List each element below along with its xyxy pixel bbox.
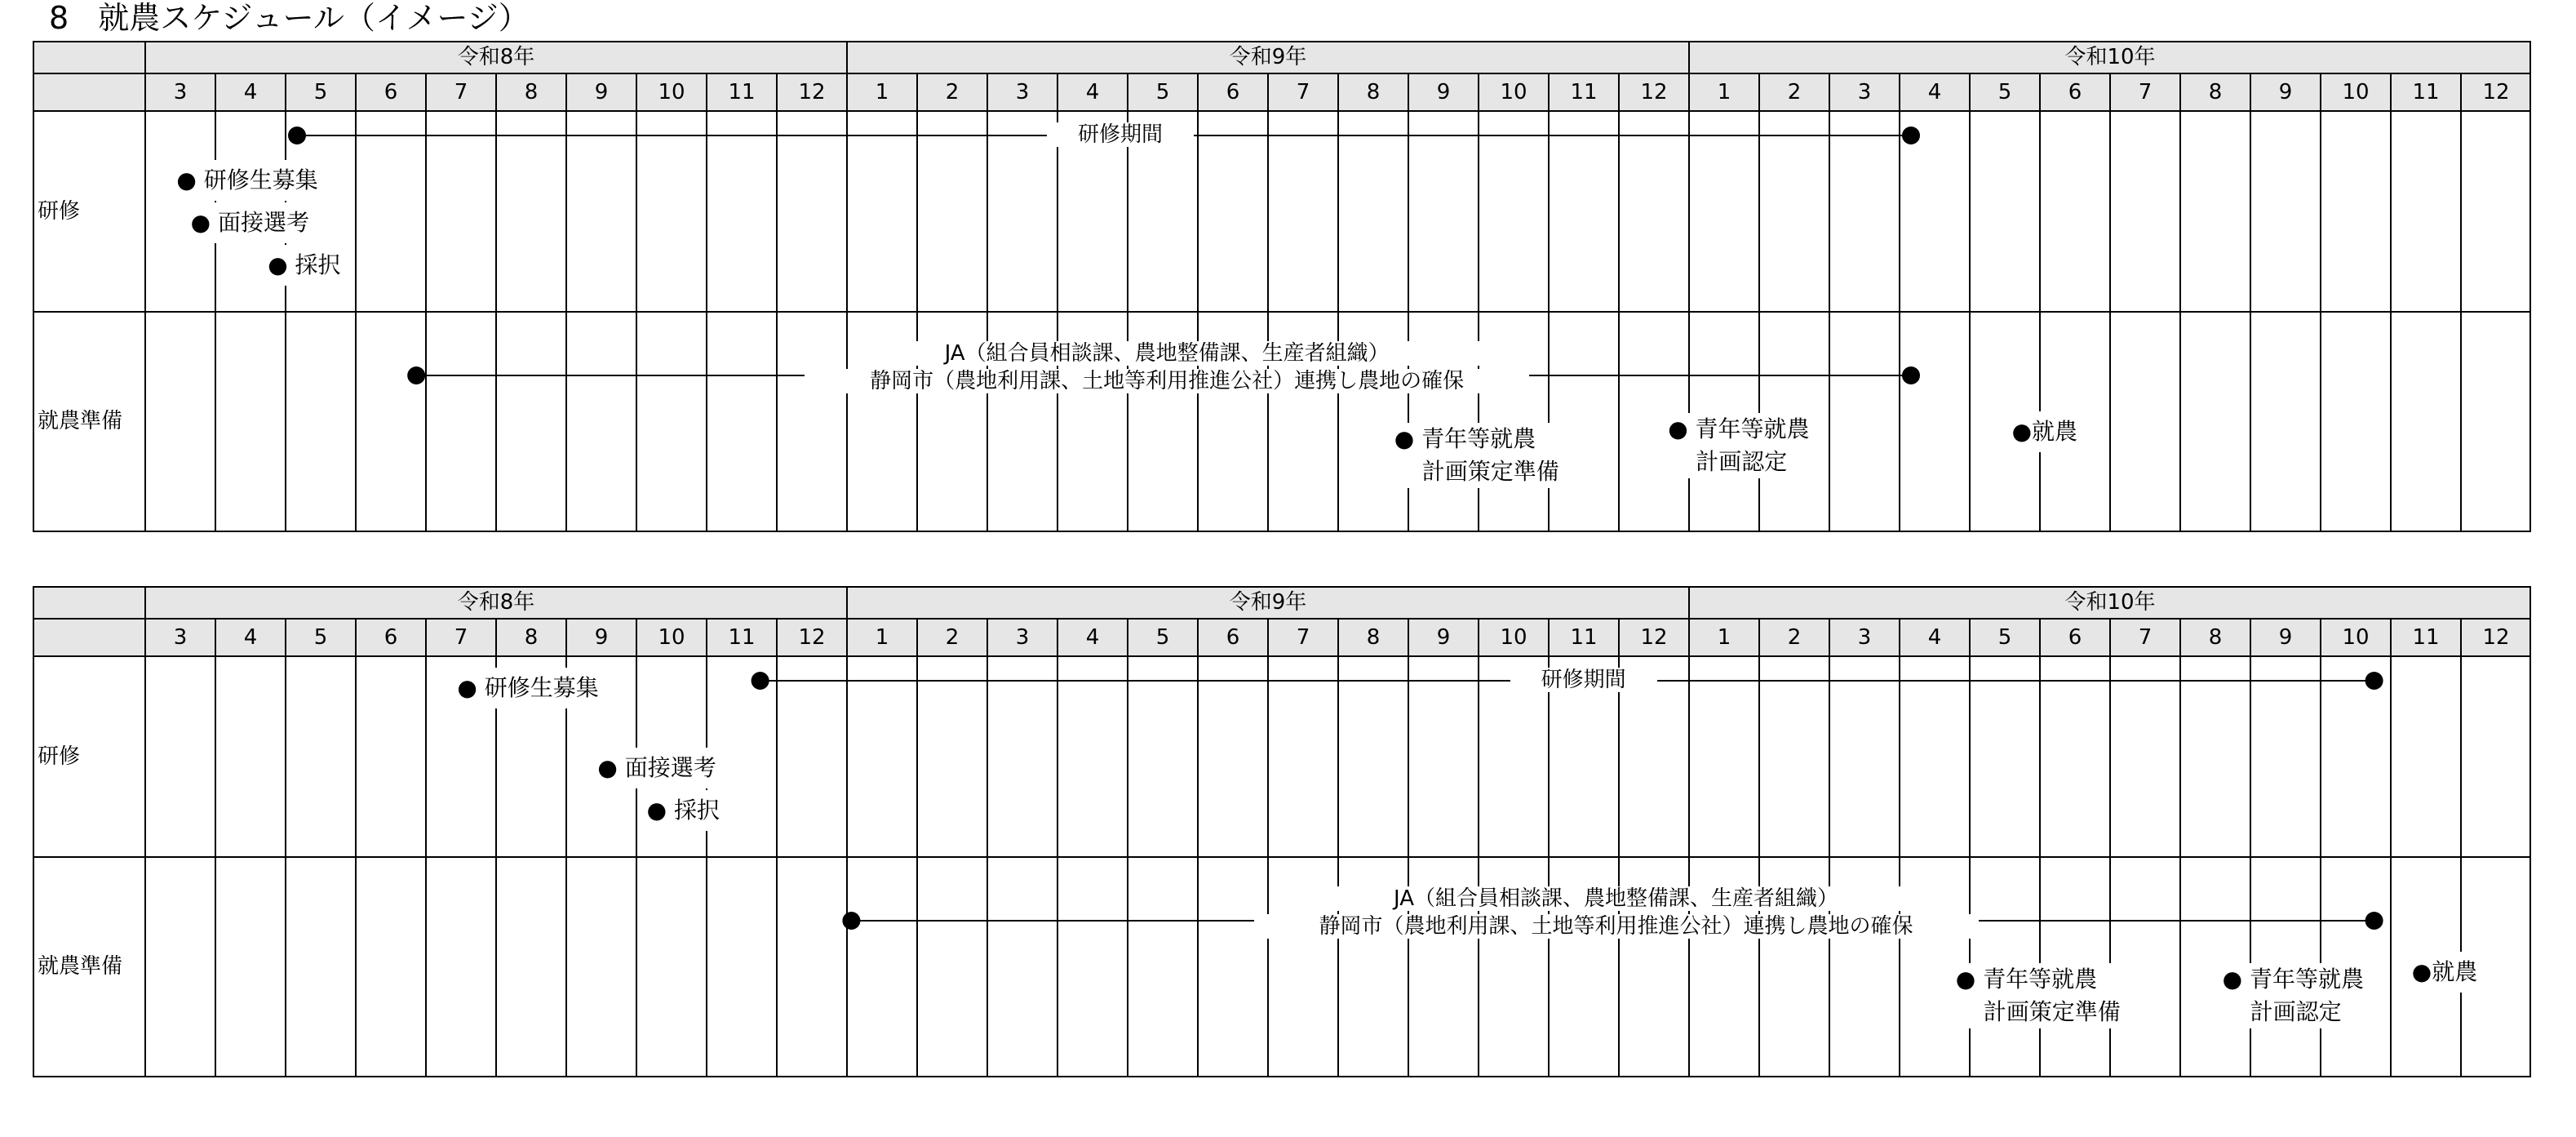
event-label: 面接選考 [624, 754, 716, 781]
era-label: 令和9年 [1229, 590, 1307, 615]
plan-cert-line1 [1668, 413, 1809, 446]
month-label: 5 [1997, 80, 2012, 104]
month-label: 7 [1296, 80, 1310, 104]
training-period-label: 研修期間 [1047, 122, 1194, 147]
bullet-icon: ● [1394, 425, 1422, 452]
month-label: 6 [384, 625, 398, 650]
plan-prep-line1 [1956, 963, 2121, 996]
month-label: 9 [594, 625, 609, 650]
era-label: 令和10年 [2064, 45, 2156, 69]
plan-cert-event [2223, 963, 2369, 1028]
era-label: 令和8年 [457, 45, 535, 69]
event-2 [647, 790, 725, 831]
event-label: 研修生募集 [484, 674, 599, 701]
month-label: 9 [1436, 80, 1451, 104]
month-label: 12 [1640, 80, 1668, 104]
event-1 [191, 202, 314, 243]
plan-prep-line1 [1394, 423, 1559, 455]
event-1 [597, 748, 720, 788]
title-number: 8 [49, 0, 69, 36]
month-label: 1 [875, 80, 889, 104]
bullet-icon: ● [2011, 418, 2033, 445]
plan-cert-event [1668, 413, 1814, 478]
month-label: 8 [1366, 625, 1381, 650]
event-2 [268, 245, 345, 286]
prep-line1: JA（組合員相談課、農地整備課、生産者組織） [1303, 886, 1930, 911]
event-label: 面接選考 [217, 209, 309, 236]
title-text: 就農スケジュール（イメージ） [98, 0, 530, 36]
prep-line2: 静岡市（農地利用課、土地等利用推進公社）連携し農地の確保 [1254, 914, 1979, 939]
plan-cert-line2: 計画認定 [2250, 998, 2342, 1025]
month-label: 5 [313, 625, 328, 650]
month-label: 4 [243, 625, 258, 650]
month-label: 10 [1500, 80, 1527, 104]
month-label: 5 [1155, 80, 1170, 104]
month-label: 9 [594, 80, 609, 104]
bullet-icon: ● [597, 754, 625, 781]
month-label: 11 [728, 625, 756, 650]
era-label: 令和8年 [457, 590, 535, 615]
schedule-chart-2 [33, 586, 2531, 1084]
month-label: 5 [1155, 625, 1170, 650]
month-label: 10 [658, 80, 685, 104]
row-label-preparation: 就農準備 [38, 409, 123, 433]
month-label: 10 [1500, 625, 1527, 650]
month-label: 3 [173, 80, 188, 104]
month-label: 8 [524, 625, 539, 650]
month-label: 4 [1927, 625, 1942, 650]
month-label: 12 [798, 625, 826, 650]
month-label: 12 [798, 80, 826, 104]
month-label: 11 [1570, 80, 1598, 104]
page-title [49, 0, 530, 36]
month-label: 2 [945, 625, 960, 650]
milestone-dot [1902, 366, 1920, 384]
month-label: 1 [1717, 80, 1731, 104]
plan-prep-line2: 計画策定準備 [1421, 458, 1559, 485]
month-label: 3 [1857, 80, 1872, 104]
plan-cert-line1 [2223, 963, 2364, 996]
start-farming-event [2412, 952, 2482, 993]
month-label: 8 [524, 80, 539, 104]
month-label: 6 [2068, 625, 2082, 650]
bullet-icon: ● [646, 797, 674, 824]
bullet-icon: ● [457, 674, 485, 701]
month-label: 5 [1997, 625, 2012, 650]
event-0 [457, 668, 603, 708]
event-label: 青年等就農 [1983, 966, 2098, 993]
month-label: 7 [2138, 625, 2153, 650]
schedule-grid [33, 586, 2531, 1079]
month-label: 9 [2278, 625, 2293, 650]
bullet-icon: ● [2411, 958, 2432, 985]
month-label: 10 [658, 625, 685, 650]
milestone-dot [2365, 912, 2383, 930]
month-label: 2 [1787, 625, 1802, 650]
prep-line2: 静岡市（農地利用課、土地等利用推進公社）連携し農地の確保 [805, 369, 1529, 393]
month-label: 6 [2068, 80, 2082, 104]
milestone-dot [288, 127, 306, 144]
era-label: 令和10年 [2064, 590, 2156, 615]
month-label: 12 [2482, 80, 2510, 104]
training-period-label: 研修期間 [1510, 668, 1657, 692]
month-label: 11 [2412, 80, 2440, 104]
month-label: 6 [1226, 625, 1240, 650]
month-label: 4 [1085, 80, 1100, 104]
bullet-icon: ● [190, 209, 218, 236]
event-label: 採択 [673, 797, 720, 824]
bullet-icon: ● [176, 167, 204, 193]
start-farming-event [2012, 411, 2082, 452]
month-label: 8 [2208, 80, 2223, 104]
month-label: 4 [1085, 625, 1100, 650]
month-label: 8 [1366, 80, 1381, 104]
month-label: 10 [2342, 625, 2370, 650]
row-label-training: 研修 [38, 744, 81, 769]
bullet-icon: ● [1955, 966, 1984, 993]
plan-prep-event [1956, 963, 2126, 1028]
month-label: 11 [2412, 625, 2440, 650]
table-frame [33, 587, 2530, 1077]
start-farming-label: 就農 [2032, 418, 2078, 445]
month-label: 3 [1015, 625, 1030, 650]
month-label: 7 [1296, 625, 1310, 650]
milestone-dot [2365, 672, 2383, 690]
month-label: 7 [2138, 80, 2153, 104]
start-farming-label: 就農 [2432, 958, 2478, 985]
month-label: 2 [945, 80, 960, 104]
month-label: 11 [1570, 625, 1598, 650]
prep-line1: JA（組合員相談課、農地整備課、生産者組織） [853, 341, 1480, 366]
month-label: 4 [1927, 80, 1942, 104]
month-label: 2 [1787, 80, 1802, 104]
schedule-chart-1 [33, 41, 2531, 539]
month-label: 7 [454, 80, 468, 104]
milestone-dot [1902, 127, 1920, 144]
event-label: 研修生募集 [203, 167, 318, 193]
milestone-dot [407, 366, 425, 384]
month-label: 8 [2208, 625, 2223, 650]
row-label-training: 研修 [38, 199, 81, 224]
month-label: 1 [1717, 625, 1731, 650]
month-label: 6 [384, 80, 398, 104]
month-label: 9 [2278, 80, 2293, 104]
month-label: 7 [454, 625, 468, 650]
plan-prep-line2: 計画策定準備 [1983, 998, 2121, 1025]
month-label: 12 [2482, 625, 2510, 650]
month-label: 3 [1015, 80, 1030, 104]
milestone-dot [752, 672, 769, 690]
month-label: 12 [1640, 625, 1668, 650]
bullet-icon: ● [268, 251, 295, 278]
event-0 [176, 160, 322, 201]
schedule-grid [33, 41, 2531, 534]
month-label: 9 [1436, 625, 1451, 650]
month-label: 3 [1857, 625, 1872, 650]
table-frame [33, 42, 2530, 531]
month-label: 4 [243, 80, 258, 104]
row-label-preparation: 就農準備 [38, 954, 123, 979]
month-label: 3 [173, 625, 188, 650]
plan-prep-event [1394, 423, 1564, 488]
month-label: 1 [875, 625, 889, 650]
event-label: 青年等就農 [1421, 425, 1536, 452]
bullet-icon: ● [1668, 415, 1696, 442]
event-label: 採択 [295, 251, 341, 278]
plan-cert-line2: 計画認定 [1696, 448, 1788, 475]
milestone-dot [842, 912, 860, 930]
bullet-icon: ● [2222, 966, 2250, 993]
era-label: 令和9年 [1229, 45, 1307, 69]
event-label: 青年等就農 [1695, 415, 1810, 442]
month-label: 6 [1226, 80, 1240, 104]
month-label: 10 [2342, 80, 2370, 104]
event-label: 青年等就農 [2249, 966, 2364, 993]
month-label: 11 [728, 80, 756, 104]
month-label: 5 [313, 80, 328, 104]
